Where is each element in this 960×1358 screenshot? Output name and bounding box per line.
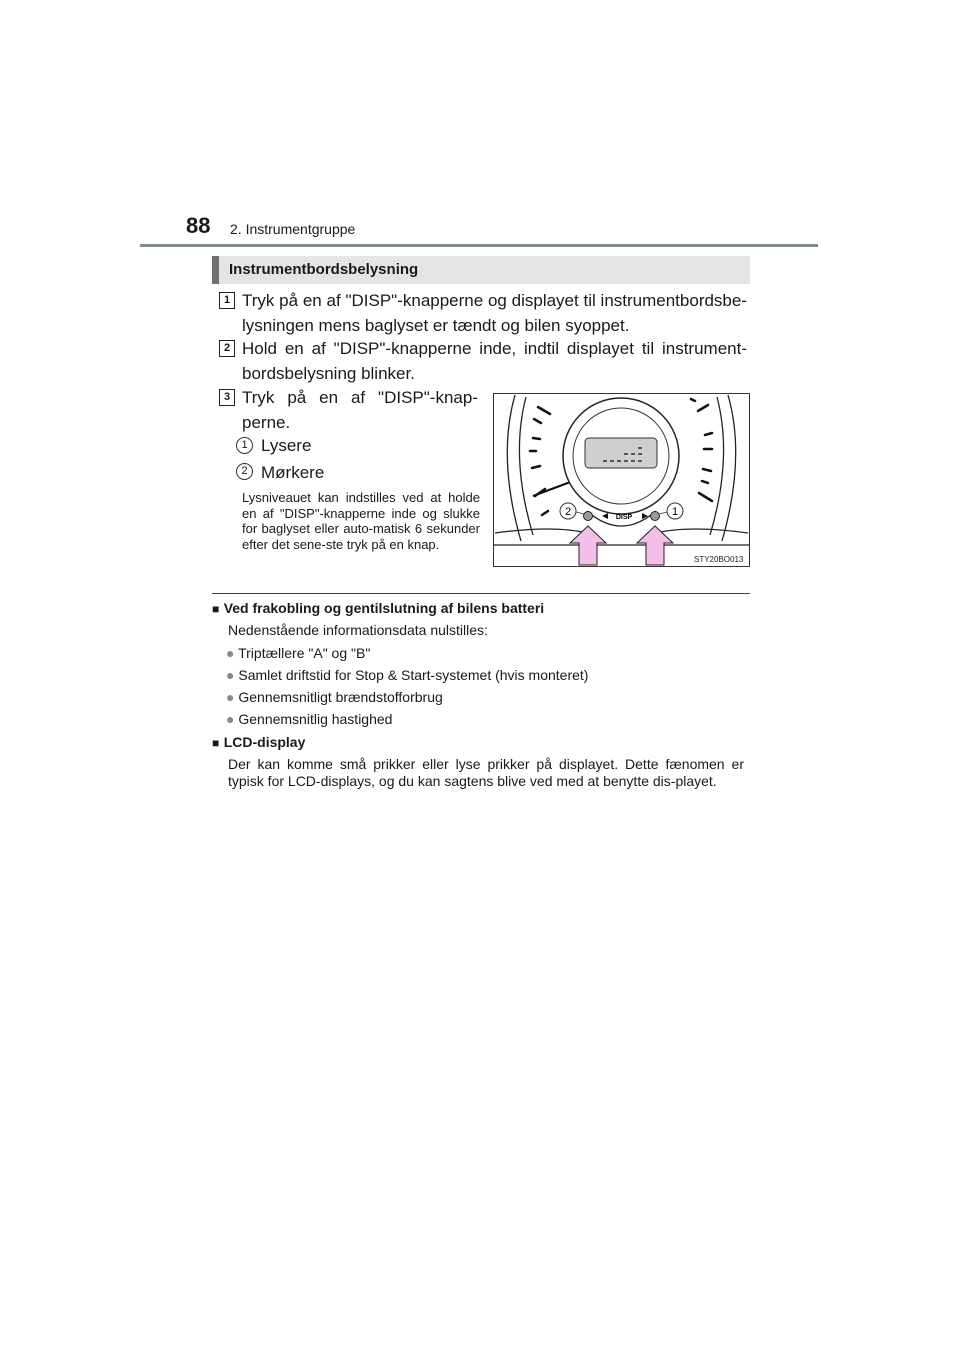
list-item: ● Triptællere "A" og "B" [226,645,371,661]
step-text-1: Tryk på en af "DISP"-knapperne og displayet til instrumentbordsbe-lysningen mens baglyset er tændt og bilen syoppet. [242,291,747,335]
section-divider [212,593,750,594]
instrument-cluster-illustration [493,393,750,567]
bullet-icon: ● [226,645,235,661]
step-number-1: 1 [219,292,235,309]
bullet-icon: ● [226,667,235,683]
step-text-3: Tryk på en af "DISP"-knap-perne. [242,388,478,432]
list-item: ● Gennemsnitlig hastighed [226,711,393,727]
square-bullet-icon: ■ [212,736,220,750]
step-number-2: 2 [219,340,235,357]
callout-number-2: 2 [236,463,253,480]
disp-button-label: DISP [615,514,633,521]
section-title: Instrumentbordsbelysning [212,256,750,284]
header-rule [140,244,818,247]
callout-number-1: 1 [236,437,253,454]
sub-item-darker: Mørkere [261,463,325,482]
figure-callout-2: 2 [564,506,572,518]
step-number-3: 3 [219,389,235,406]
info-heading-battery [212,600,544,618]
info-title-lcd: LCD-display [223,734,306,750]
info-title-battery: Ved frakobling og gentilslutning af bilens batteri [223,600,545,616]
list-item: ● Samlet driftstid for Stop & Start-systemet (hvis monteret) [226,667,589,683]
chapter-title: 2. Instrumentgruppe [230,221,356,237]
page-number: 88 [186,213,211,238]
bullet-icon: ● [226,711,235,727]
list-item: ● Gennemsnitligt brændstofforbrug [226,689,443,705]
square-bullet-icon: ■ [212,602,220,616]
sub-item-lighter: Lysere [261,436,312,455]
figure-callout-1: 1 [671,506,679,518]
info-heading-lcd [212,734,305,752]
step-text-2: Hold en af "DISP"-knapperne inde, indtil displayet til instrument-bordsbelysning blinker. [242,339,747,383]
battery-intro: Nedenstående informationsdata nulstilles: [228,622,488,638]
lcd-text: Der kan komme små prikker eller lyse prikker på displayet. Dette fænomen er typisk for LCD-displays, og du kan sagtens blive ved med at benytte dis-playet. [228,756,744,789]
note-text: Lysniveauet kan indstilles ved at holde en af "DISP"-knapperne inde og slukke for baglyset eller auto-matisk 6 sekunder efter det sene-ste tryk på en knap. [242,490,480,552]
figure-code: STY20BO013 [694,555,744,564]
bullet-icon: ● [226,689,235,705]
